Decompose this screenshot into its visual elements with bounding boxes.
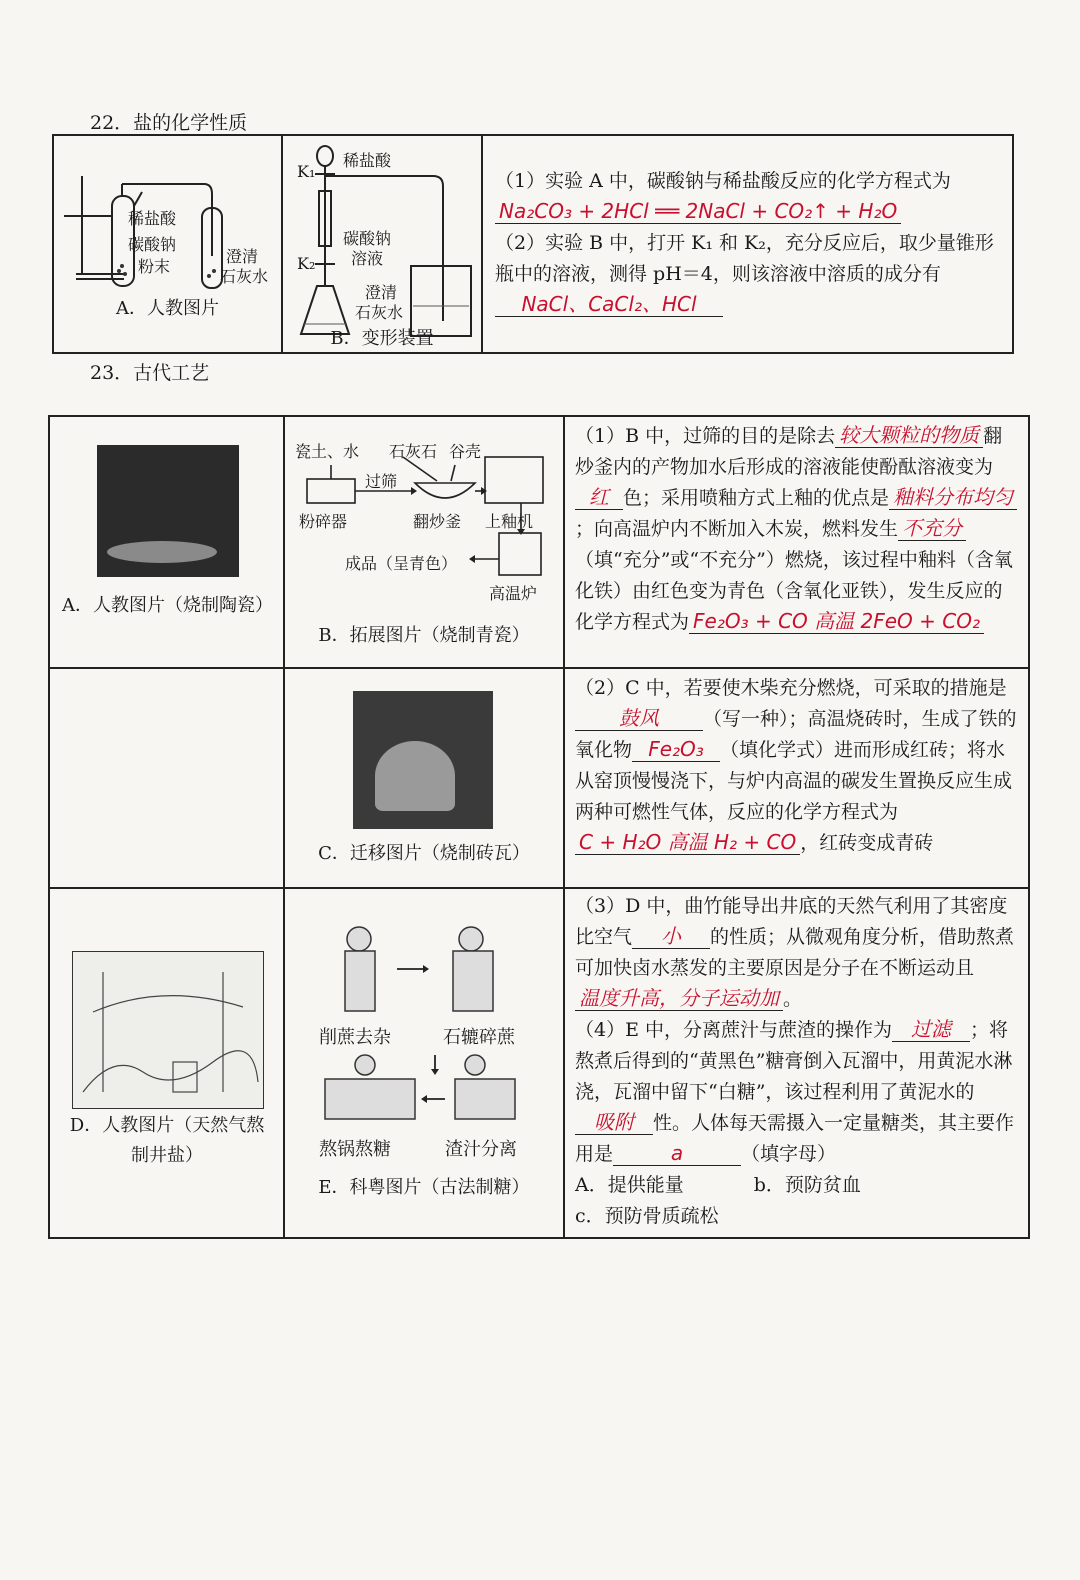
q23-d2: 的性质；从微观角度分析，借助熬煮可加快卤水蒸发的主要原因是分子在不断运动且	[575, 926, 1015, 979]
q23-b2: 翻炒釜内的产物加水后形成的溶液能使酚酞溶液变为	[575, 425, 1003, 478]
q22-table	[52, 134, 1014, 354]
q23-figA-caption: A．人教图片（烧制陶瓷）	[62, 595, 273, 616]
q23-empty-cell	[49, 668, 284, 888]
q23-e3: 性。人体每天需摄入一定量糖类，其主要作用是	[575, 1112, 1015, 1165]
ceramic-plate-shape	[107, 541, 217, 563]
q22-a-label-lime1: 澄清	[226, 247, 259, 266]
q23-option-a: A．提供能量	[575, 1174, 684, 1196]
q22-a2-answer: NaCl、CaCl₂、HCl	[495, 293, 723, 317]
q23-c2: （写一种）；高温烧砖时，生成了铁的氧化物	[575, 708, 1017, 761]
q22-title: 22．盐的化学性质	[90, 112, 248, 134]
q23-figB-caption: B．拓展图片（烧制青瓷）	[318, 625, 530, 646]
q22-figA-caption: A．人教图片	[116, 298, 219, 319]
q23-figA-cell	[49, 416, 284, 668]
q23-figC-caption: C．迁移图片（烧制砖瓦）	[318, 843, 530, 864]
q23-d3: 。	[783, 988, 803, 1010]
q23-e4: （填字母）	[741, 1143, 837, 1165]
q23-b-node-husk: 谷壳	[449, 442, 482, 461]
q23-b2-answer: 红	[575, 486, 623, 510]
q23-b-node-wok: 翻炒釜	[413, 512, 462, 531]
q22-b-label-lime2: 石灰水	[355, 303, 404, 322]
q22-questions-cell	[482, 135, 1013, 353]
q22-p1: （1）实验 A 中，碳酸钠与稀盐酸反应的化学方程式为	[495, 170, 951, 192]
q23-b4: ；向高温炉内不断加入木炭，燃料发生	[575, 518, 899, 540]
q23-c2-answer: Fe₂O₃	[632, 738, 720, 762]
q22-b-label-lime1: 澄清	[365, 283, 398, 302]
q22-a-label-salt1: 碳酸钠	[128, 235, 177, 254]
q23-b-node-clay: 瓷土、水	[295, 442, 360, 461]
q23-part2-cell	[564, 668, 1029, 888]
q23-c1: （2）C 中，若要使木柴充分燃烧，可采取的措施是	[575, 677, 1007, 699]
q23-b5-answer: Fe₂O₃ + CO 高温 2FeO + CO₂	[689, 610, 984, 634]
q22-a-label-lime2: 石灰水	[220, 267, 269, 286]
q23-b-node-limestone: 石灰石	[389, 442, 438, 461]
q23-figD-cell	[49, 888, 284, 1238]
q23-e1-answer: 过滤	[892, 1018, 970, 1042]
q23-b1-answer: 较大颗粒的物质	[835, 424, 983, 448]
q22-b-label-sol2: 溶液	[351, 249, 384, 268]
q22-figA-cell	[53, 135, 282, 353]
q23-b5: （填“充分”或“不充分”）燃烧，该过程中釉料（含氧化铁）由红色变为青色（含氧化亚铁），发生反应的化学方程式为	[575, 549, 1013, 633]
q23-e2: ；将熬煮后得到的“黄黑色”糖膏倒入瓦溜中，用黄泥水淋浇，瓦溜中留下“白糖”，该过程利用了黄泥水的	[575, 1019, 1013, 1103]
q23-c4: ，红砖变成青砖	[800, 832, 934, 854]
q23-d1-answer: 小	[632, 925, 710, 949]
q23-b-node-product: 成品（呈青色）	[345, 554, 458, 573]
q23-b-node-sieve: 过筛	[365, 472, 398, 491]
q23-table	[48, 415, 1030, 1239]
q23-c3: （填化学式）进而形成红砖；将水从窑顶慢慢浇下，与炉内高温的碳发生置换反应生成两种可燃性气体，反应的化学方程式为	[575, 739, 1013, 823]
q22-a-label-acid: 稀盐酸	[128, 209, 177, 228]
q23-e-step1: 削蔗去杂	[319, 1027, 391, 1048]
q23-e2-answer: 吸附	[575, 1111, 653, 1135]
q23-d2-answer: 温度升高，分子运动加	[575, 987, 783, 1011]
q23-e1: （4）E 中，分离蔗汁与蔗渣的操作为	[575, 1019, 892, 1041]
q23-title: 23．古代工艺	[90, 362, 210, 384]
q22-b-label-acid: 稀盐酸	[343, 151, 392, 170]
q23-figB-cell	[284, 416, 564, 668]
q23-figE-caption: E．科粤图片（古法制糖）	[318, 1177, 530, 1198]
q22-p2: （2）实验 B 中，打开 K₁ 和 K₂，充分反应后，取少量锥形瓶中的溶液，测得 pH＝4，则该溶液中溶质的成分有	[495, 232, 994, 285]
q23-c3-answer: C + H₂O 高温 H₂ + CO	[575, 831, 800, 855]
q22-a1-answer: Na₂CO₃ + 2HCl ══ 2NaCl + CO₂↑ + H₂O	[495, 200, 901, 224]
q23-figC-photo	[353, 691, 493, 829]
q22-figB-cell	[282, 135, 482, 353]
q23-e3-answer: a	[613, 1142, 741, 1166]
q23-e-step2: 石辘碎蔗	[443, 1027, 515, 1048]
q23-d1: （3）D 中，曲竹能导出井底的天然气利用了其密度比空气	[575, 895, 1008, 948]
q22-b-label-sol1: 碳酸钠	[343, 229, 392, 248]
q23-part1-cell	[564, 416, 1029, 668]
q23-b4-answer: 不充分	[898, 517, 966, 541]
q23-part34-cell	[564, 888, 1029, 1238]
q22-a-label-salt2: 粉末	[138, 257, 171, 276]
q23-figA-photo	[97, 445, 239, 577]
brick-kiln-shape	[375, 741, 455, 811]
q23-b3: 色；采用喷釉方式上釉的优点是	[623, 487, 890, 509]
q23-b3-answer: 釉料分布均匀	[889, 486, 1017, 510]
q23-b-node-kiln: 高温炉	[489, 584, 538, 603]
q23-figD-caption: D．人教图片（天然气熬制井盐）	[69, 1115, 265, 1166]
salt-well-sketch-drawing	[73, 952, 263, 1108]
q22-b-k2: K₂	[297, 254, 316, 273]
q23-option-c: c．预防骨质疏松	[575, 1205, 719, 1227]
q23-e-step3: 熬锅熬糖	[319, 1139, 391, 1160]
q23-figE-cell	[284, 888, 564, 1238]
q23-c1-answer: 鼓风	[575, 707, 703, 731]
q23-b-node-glazer: 上釉机	[485, 512, 534, 531]
q22-b-k1: K₁	[297, 162, 316, 181]
q23-b-node-crusher: 粉碎器	[299, 512, 348, 531]
q23-option-b: b．预防贫血	[753, 1174, 861, 1196]
q23-figC-cell	[284, 668, 564, 888]
q23-e-step4: 渣汁分离	[445, 1139, 517, 1160]
q23-figD-sketch	[72, 951, 264, 1109]
q23-b1: （1）B 中，过筛的目的是除去	[575, 425, 836, 447]
q22-figB-caption: B．变形装置	[330, 328, 434, 349]
